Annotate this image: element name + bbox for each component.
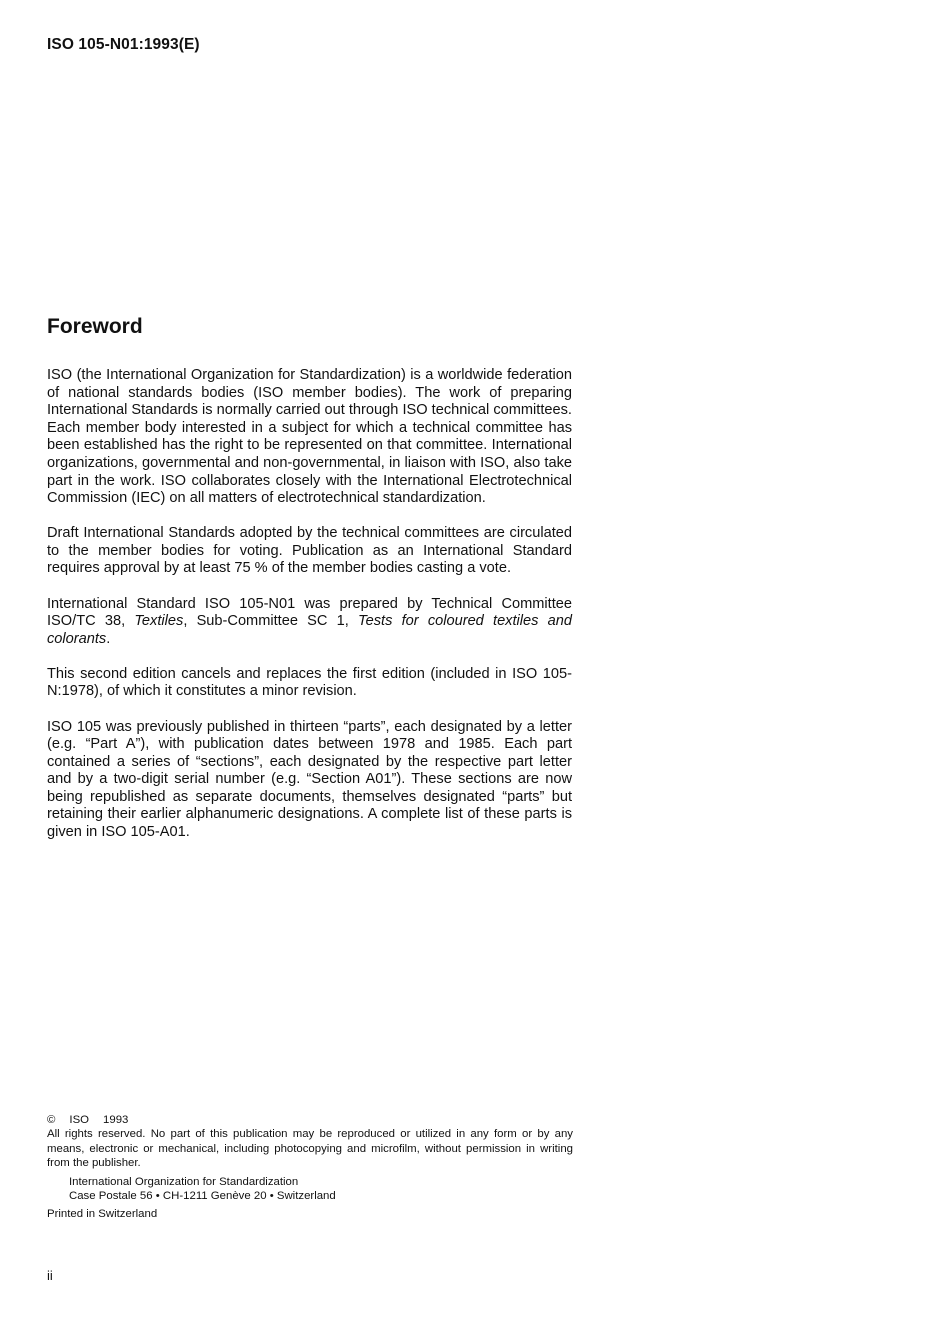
subcommittee-name: Tests for coloured textiles and colorants (47, 613, 572, 647)
prepared-by-text-3: . (106, 630, 111, 647)
publisher-address: Case Postale 56 • CH-1211 Genève 20 • Switzerland (69, 1190, 336, 1203)
paragraph-draft-standards: Draft International Standards adopted by the technical committees are circulated to the member bodies for voting. Publication as an International Standard requires approval by at least 75 % of the member bodies casting a vote. (47, 525, 572, 577)
page-number: ii (47, 1268, 53, 1283)
copyright-line (47, 1113, 573, 1127)
paragraph-iso-intro: ISO (the International Organization for Standardization) is a worldwide federation of national standards bodies (ISO member bodies). The work of preparing International Standards is normally carried out through ISO technical committees. Each member body interested in a subject for which a technical committee has been established has the right to be represented on that committee. International organizations, governmental and non-governmental, in liaison with ISO, also take part in the work. ISO collaborates closely with the International Electrotechnical Commission (IEC) on all matters of electrotechnical standardization. (47, 367, 572, 507)
printed-in: Printed in Switzerland (47, 1208, 158, 1221)
prepared-by-text: International Standard ISO 105-N01 was prepared by Technical Committee ISO/TC 38, (47, 595, 572, 630)
paragraph-edition: This second edition cancels and replaces the first edition (included in ISO 105-N:1978), of which it constitutes a minor revision. (47, 665, 572, 700)
foreword-heading: Foreword (47, 315, 143, 338)
committee-name: Textiles (134, 613, 184, 630)
publisher-organization: International Organization for Standardization (69, 1175, 299, 1188)
copyright-holder: ISO (69, 1114, 90, 1126)
rights-statement: All rights reserved. No part of this publication may be reproduced or utilized in any form or by any means, electronic or mechanical, including photocopying and microfilm, without permission in writing from the publisher. (47, 1128, 573, 1170)
copyright-symbol: © (47, 1114, 56, 1126)
foreword-body (47, 367, 572, 859)
copyright-year: 1993 (103, 1114, 129, 1126)
copyright-notice (47, 1113, 573, 1222)
paragraph-prepared-by (47, 596, 572, 649)
prepared-by-text-2: , Sub-Committee SC 1, (183, 613, 359, 630)
paragraph-history: ISO 105 was previously published in thirteen “parts”, each designated by a letter (e.g. “Part A”), with publication dates between 1978 and 1985. Each part contained a series of “sections”, each designated by the respective part letter and by a two-digit serial number (e.g. “Section A01”). These sections are now being republished as separate documents, themselves designated “parts” but retaining their earlier alphanumeric designations. A complete list of these parts is given in ISO 105-A01. (47, 718, 572, 841)
document-id: ISO 105-N01:1993(E) (47, 36, 200, 53)
